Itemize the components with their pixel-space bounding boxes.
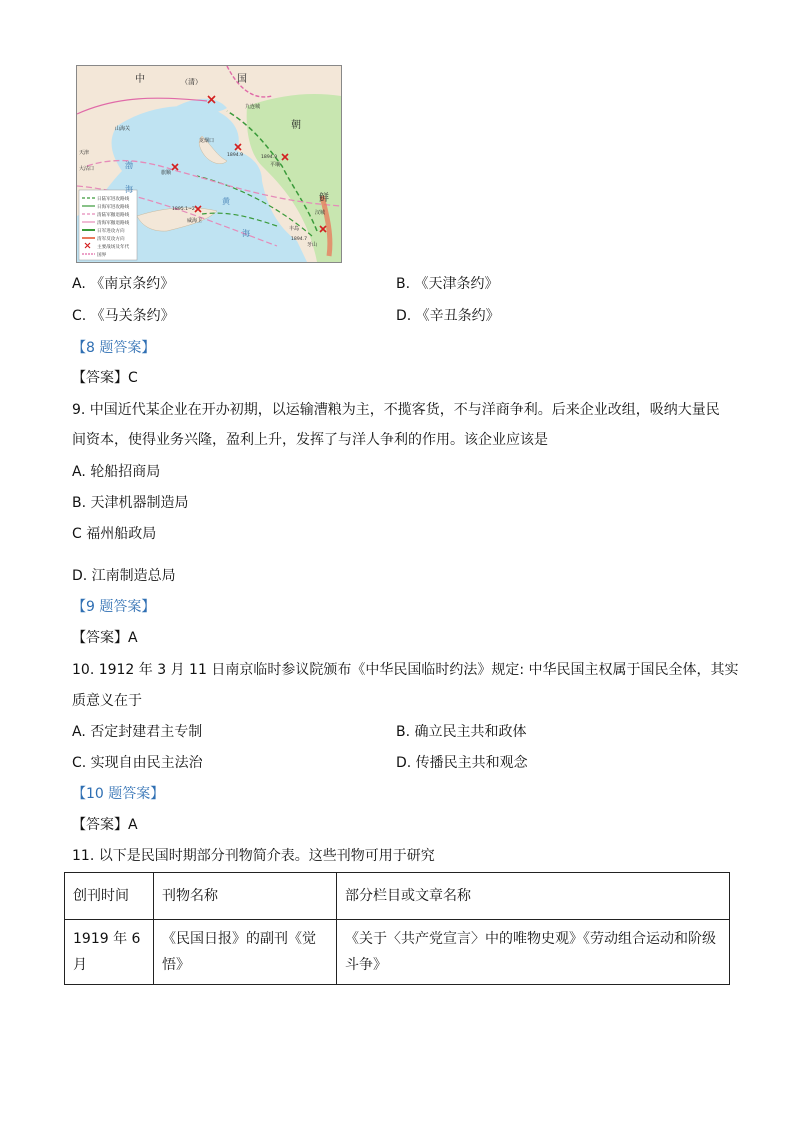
table-header-cell: 刊物名称 — [154, 873, 337, 920]
legend-item: 国界 — [97, 253, 107, 258]
q9-answer: 【答案】A — [72, 630, 138, 646]
map-label-place: 汉城 — [315, 210, 326, 216]
map-label-country: 国 — [237, 74, 247, 85]
table-cell: 1919 年 6 月 — [65, 920, 154, 985]
map-label-place: 威海卫 — [187, 218, 203, 224]
table-cell: 《民国日报》的副刊《觉悟》 — [154, 920, 337, 985]
table-cell: 《关于〈共产党宣言〉中的唯物史观》《劳动组合运动和阶级斗争》 — [337, 920, 730, 985]
map-label-country: （清） — [181, 78, 202, 86]
map-label-date: 1895.1~2 — [172, 207, 195, 212]
map-label-place: 天津 — [79, 150, 90, 156]
map-label-place: 平壤 — [270, 162, 281, 168]
q9-option-d: D. 江南制造总局 — [72, 568, 176, 584]
q10-option-a: A. 否定封建君主专制 — [72, 724, 203, 740]
map-label-date: 1894.9 — [227, 153, 244, 158]
map-label-country: 朝 — [291, 120, 301, 131]
q10-answer: 【答案】A — [72, 817, 138, 833]
q11-stem: 11. 以下是民国时期部分刊物简介表。这些刊物可用于研究 — [72, 848, 435, 864]
q10-option-c: C. 实现自由民主法治 — [72, 755, 203, 771]
map-label-country: 中 — [135, 74, 145, 85]
q10-stem-line1: 10. 1912 年 3 月 11 日南京临时参议院颁布《中华民国临时约法》规定: 中华民国主权属于国民全体，其实 — [72, 662, 739, 678]
map-label-sea: 渤 — [125, 161, 133, 170]
legend-item: 清军反攻方向 — [97, 237, 125, 242]
map-label-place: 丰岛 — [289, 226, 300, 232]
table-header-cell: 创刊时间 — [65, 873, 154, 920]
legend-item: 日陆军进攻路线 — [97, 197, 130, 202]
q9-stem-line2: 间资本，使得业务兴隆，盈利上升，发挥了与洋人争利的作用。该企业应该是 — [72, 432, 548, 448]
map-label-place: 山海关 — [115, 126, 131, 132]
q9-option-a: A. 轮船招商局 — [72, 464, 161, 480]
q9-option-c: C 福州船政局 — [72, 526, 157, 542]
table-header-row — [65, 873, 730, 920]
q8-option-b: B. 《天津条约》 — [396, 276, 499, 292]
q10-option-b: B. 确立民主共和政体 — [396, 724, 527, 740]
q10-option-d: D. 传播民主共和观念 — [396, 755, 528, 771]
map-label-place: 大沽口 — [79, 166, 95, 172]
map-label-place: 牙山 — [307, 242, 318, 248]
q9-stem-line1: 9. 中国近代某企业在开办初期，以运输漕粮为主，不揽客货，不与洋商争利。后来企业改组，吸纳大量民 — [72, 402, 720, 418]
legend-item: 清陆军撤退路线 — [97, 213, 130, 218]
legend-item: 日军进攻方向 — [97, 229, 125, 234]
periodical-table — [64, 872, 730, 985]
q9-option-b: B. 天津机器制造局 — [72, 495, 189, 511]
war-map-svg — [77, 66, 341, 262]
map-label-sea: 海 — [125, 185, 133, 194]
map-label-place: 龙烟口 — [199, 138, 215, 144]
map-label-place: 旅顺 — [161, 170, 172, 176]
war-map-figure — [76, 65, 342, 263]
q8-answer-header: 【8 题答案】 — [72, 340, 156, 356]
legend-item: 主要战场及年代 — [97, 245, 130, 250]
q8-answer: 【答案】C — [72, 370, 138, 386]
table-row — [65, 920, 730, 985]
map-label-sea: 黄 — [222, 197, 230, 206]
legend-item: 清海军撤退路线 — [97, 221, 130, 226]
map-label-date: 1894.7 — [291, 237, 308, 242]
map-label-place: 九连城 — [245, 104, 261, 110]
map-label-country: 鲜 — [319, 193, 329, 204]
q9-answer-header: 【9 题答案】 — [72, 599, 156, 615]
q8-option-a: A. 《南京条约》 — [72, 276, 175, 292]
q10-answer-header: 【10 题答案】 — [72, 786, 165, 802]
legend-item: 日海军进攻路线 — [97, 205, 130, 210]
q8-option-c: C. 《马关条约》 — [72, 308, 175, 324]
q8-option-d: D. 《辛丑条约》 — [396, 308, 500, 324]
map-label-sea: 海 — [242, 229, 250, 238]
table-header-cell: 部分栏目或文章名称 — [337, 873, 730, 920]
q10-stem-line2: 质意义在于 — [72, 693, 142, 709]
map-label-date: 1894.9 — [261, 155, 278, 160]
